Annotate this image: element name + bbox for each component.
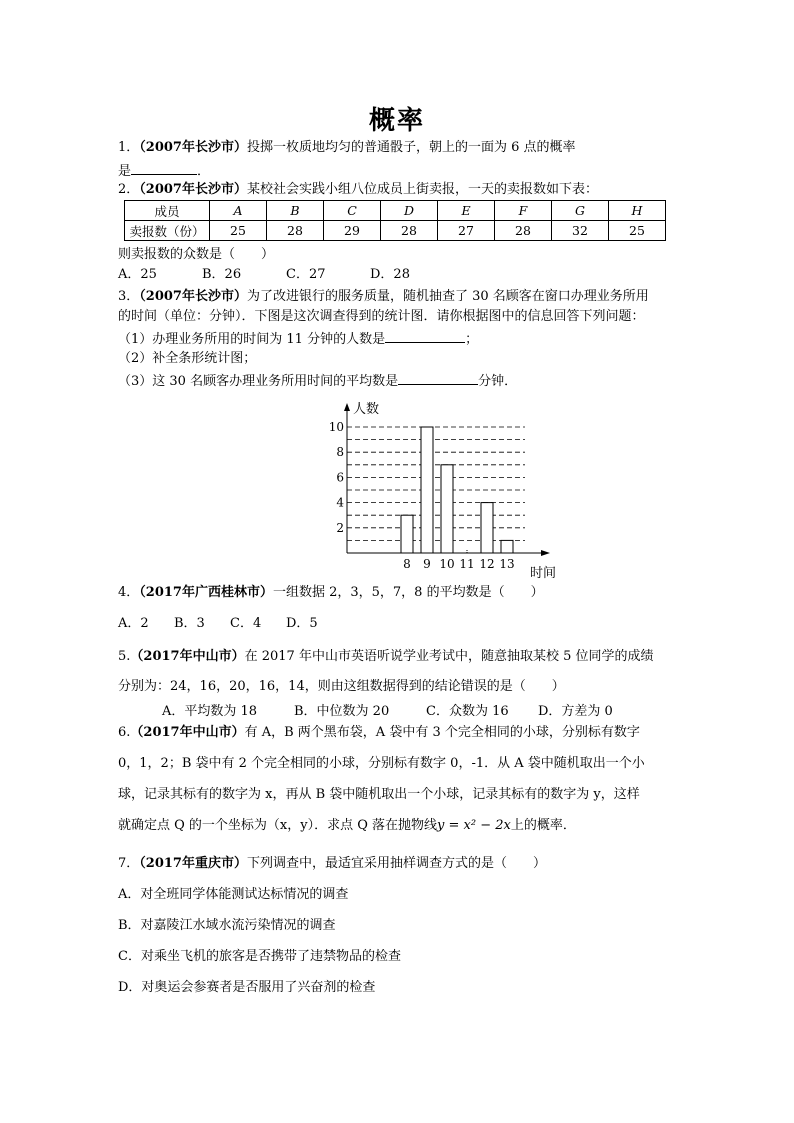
q3-sub1-text: （1）办理业务所用的时间为 11 分钟的人数是 xyxy=(118,332,386,347)
x-tick-label: 9 xyxy=(423,557,431,571)
q5-number: 5. xyxy=(118,649,131,664)
x-tick-label: 10 xyxy=(439,557,455,571)
q6-text2: 0，1，2；B 袋中有 2 个完全相同的小球，分别标有数字 0，-1．从 A 袋中随机取出一个小 xyxy=(118,756,645,771)
table-cell: A xyxy=(210,201,267,221)
table-header-count: 卖报数（份） xyxy=(125,221,210,241)
q3-sub1-end: ； xyxy=(465,332,479,347)
bar-13 xyxy=(501,540,513,553)
option-a[interactable]: A．2 xyxy=(118,616,149,631)
q6-source: （2017年中山市） xyxy=(130,725,245,740)
y-axis-arrow xyxy=(344,403,350,411)
q7-text: 下列调查中，最适宜采用抽样调查方式的是（ ） xyxy=(246,856,546,871)
question-2 xyxy=(118,181,598,199)
question-1 xyxy=(118,139,576,157)
q1-line2-suffix: ． xyxy=(197,164,211,179)
q4-text: 一组数据 2，3，5，7，8 的平均数是（ ） xyxy=(272,585,544,600)
x-tick-label: 13 xyxy=(499,557,515,571)
question-6 xyxy=(118,724,640,742)
q3-sub1 xyxy=(118,329,478,349)
q1-answer-blank[interactable] xyxy=(131,161,197,175)
option-d[interactable]: D．28 xyxy=(370,267,410,282)
q2-text: 某校社会实践小组八位成员上街卖报，一天的卖报数如下表： xyxy=(246,182,598,197)
table-cell: 28 xyxy=(267,221,324,241)
q6-text4-body: 就确定点 Q 的一个坐标为（x，y）．求点 Q 落在抛物线 xyxy=(118,818,438,833)
table-cell: 25 xyxy=(210,221,267,241)
bar-chart xyxy=(325,397,565,582)
option-a[interactable]: A．25 xyxy=(118,267,157,282)
q1-line2-prefix: 是 xyxy=(118,164,132,179)
q3-number: 3． xyxy=(118,289,140,304)
page-title: 概率 xyxy=(368,106,425,136)
q5-options xyxy=(162,703,613,721)
x-axis-label: 时间 xyxy=(530,566,557,581)
q2-source: （2007年长沙市） xyxy=(139,182,247,197)
q6-text1: 有 A，B 两个黑布袋，A 袋中有 3 个完全相同的小球，分别标有数字 xyxy=(244,725,640,740)
table-cell: 27 xyxy=(438,221,495,241)
q3-sub3 xyxy=(118,371,517,391)
q4-source: （2017年广西桂林市） xyxy=(139,585,273,600)
bar-12 xyxy=(481,503,493,553)
question-7 xyxy=(118,855,546,873)
q3-sub1-blank[interactable] xyxy=(385,329,465,343)
q5-text1: 在 2017 年中山市英语听说学业考试中，随意抽取某校 5 位同学的成绩 xyxy=(244,649,654,664)
question-1-line2 xyxy=(118,161,210,181)
table-cell: 28 xyxy=(495,221,552,241)
q5-source: （2017年中山市） xyxy=(130,649,245,664)
x-tick-label: 12 xyxy=(479,557,495,571)
q1-text: 投掷一枚质地均匀的普通骰子，朝上的一面为 6 点的概率 xyxy=(246,140,576,155)
table-cell: D xyxy=(381,201,438,221)
table-row-members xyxy=(125,201,666,221)
table-cell: E xyxy=(438,201,495,221)
q6-text4 xyxy=(118,817,576,835)
table-cell: G xyxy=(552,201,609,221)
q3-sub3-end: 分钟． xyxy=(478,374,518,389)
table-cell: B xyxy=(267,201,324,221)
option-c[interactable]: C．众数为 16 xyxy=(426,704,509,719)
q4-number: 4． xyxy=(118,585,140,600)
q6-text3: 球，记录其标有的数字为 x，再从 B 袋中随机取出一个小球，记录其标有的数字为 y，这样 xyxy=(118,787,640,802)
table-cell: F xyxy=(495,201,552,221)
q6-text4-end: 上的概率． xyxy=(510,818,576,833)
table-cell: 29 xyxy=(324,221,381,241)
table-cell: C xyxy=(324,201,381,221)
y-axis-label: 人数 xyxy=(353,402,380,417)
table-row-counts xyxy=(125,221,666,241)
q2-options xyxy=(118,266,410,284)
q1-number: 1． xyxy=(118,140,140,155)
q3-text2: 的时间（单位：分钟）．下图是这次调查得到的统计图．请你根据图中的信息回答下列问题： xyxy=(118,309,645,324)
bar-8 xyxy=(401,515,413,553)
x-tick-label: 8 xyxy=(403,557,411,571)
question-3 xyxy=(118,288,649,306)
y-tick-label: 4 xyxy=(336,495,344,510)
table-cell: H xyxy=(609,201,666,221)
option-b[interactable]: B．对嘉陵江水域水流污染情况的调查 xyxy=(118,918,336,933)
q7-number: 7． xyxy=(118,856,140,871)
table-cell: 32 xyxy=(552,221,609,241)
q7-source: （2017年重庆市） xyxy=(139,856,247,871)
option-c[interactable]: C．对乘坐飞机的旅客是否携带了违禁物品的检查 xyxy=(118,949,401,964)
option-d[interactable]: D．对奥运会参赛者是否服用了兴奋剂的检查 xyxy=(118,980,376,995)
option-c[interactable]: C．27 xyxy=(286,267,326,282)
parabola-equation: y = x² − 2x xyxy=(437,818,511,833)
table-cell: 28 xyxy=(381,221,438,241)
option-d[interactable]: D．5 xyxy=(286,616,318,631)
q5-text2: 分别为：24，16，20，16，14，则由这组数据得到的结论错误的是（ ） xyxy=(118,679,565,694)
option-b[interactable]: B．3 xyxy=(174,616,205,631)
q3-sub3-blank[interactable] xyxy=(398,371,478,385)
option-d[interactable]: D．方差为 0 xyxy=(538,704,613,719)
q3-sub3-text: （3）这 30 名顾客办理业务所用时间的平均数是 xyxy=(118,374,399,389)
option-b[interactable]: B．26 xyxy=(202,267,242,282)
option-b[interactable]: B．中位数为 20 xyxy=(294,704,390,719)
sales-table xyxy=(124,200,666,241)
q3-text1: 为了改进银行的服务质量，随机抽查了 30 名顾客在窗口办理业务所用 xyxy=(246,289,649,304)
q6-number: 6. xyxy=(118,725,131,740)
y-tick-label: 10 xyxy=(328,420,344,434)
y-tick-label: 2 xyxy=(336,520,344,535)
q4-options xyxy=(118,615,318,633)
q1-source: （2007年长沙市） xyxy=(139,140,247,155)
q2-number: 2． xyxy=(118,182,140,197)
x-tick-label: 11 xyxy=(459,557,475,571)
bar-9 xyxy=(421,427,433,553)
question-5 xyxy=(118,648,653,666)
option-a[interactable]: A．对全班同学体能测试达标情况的调查 xyxy=(118,887,349,902)
q2-question: 则卖报数的众数是（ ） xyxy=(118,247,275,262)
table-header-member: 成员 xyxy=(125,201,210,221)
question-4 xyxy=(118,584,544,602)
y-tick-label: 6 xyxy=(336,470,344,485)
option-c[interactable]: C．4 xyxy=(230,616,262,631)
q3-source: （2007年长沙市） xyxy=(139,289,247,304)
q3-sub2: （2）补全条形统计图； xyxy=(118,351,257,366)
table-cell: 25 xyxy=(609,221,666,241)
bar-10 xyxy=(441,465,453,553)
y-tick-label: 8 xyxy=(336,445,344,460)
x-axis-arrow xyxy=(541,550,550,556)
option-a[interactable]: A．平均数为 18 xyxy=(162,704,258,719)
